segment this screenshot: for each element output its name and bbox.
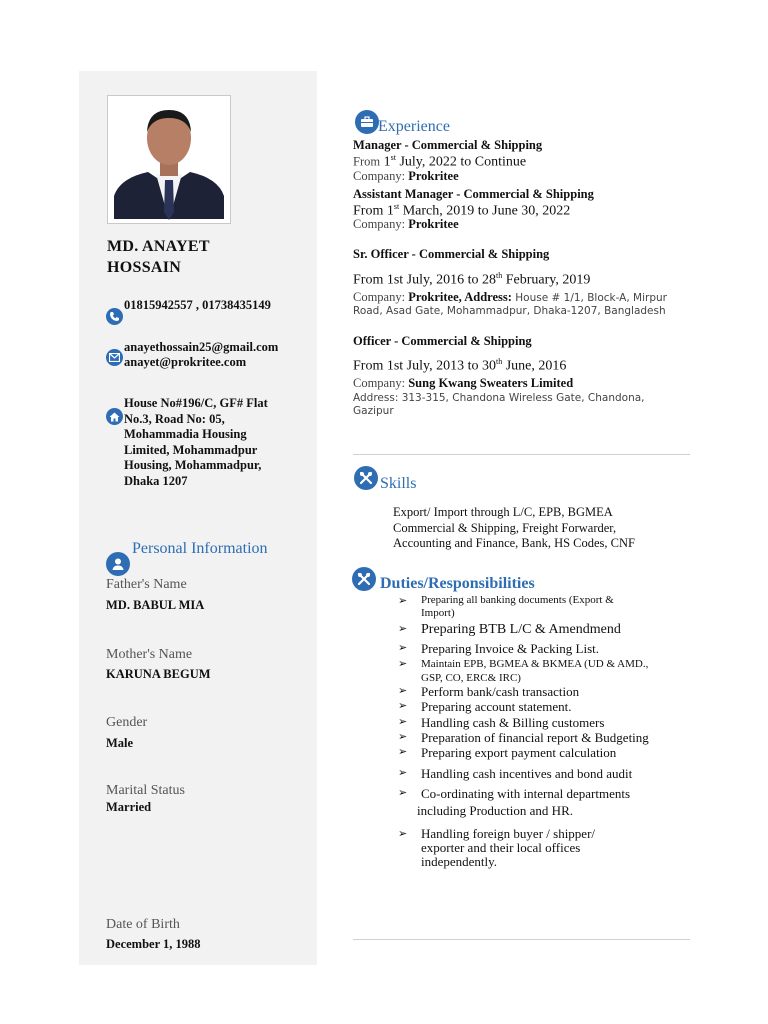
briefcase-icon	[355, 110, 379, 134]
arrow-bullet-icon: ➢	[398, 700, 408, 712]
address-line: Limited, Mohammadpur	[124, 442, 258, 457]
job-company: Company: Prokritee	[353, 169, 459, 183]
dob-value: December 1, 1988	[106, 937, 201, 951]
gender-value: Male	[106, 736, 134, 750]
skills-list	[393, 505, 635, 552]
section-divider	[353, 939, 690, 940]
skill-line: Accounting and Finance, Bank, HS Codes, CNF	[393, 536, 635, 550]
phone-icon	[106, 308, 123, 325]
job-dates: From 1st July, 2013 to 30th June, 2016	[353, 357, 567, 374]
arrow-bullet-icon: ➢	[398, 623, 408, 635]
arrow-bullet-icon: ➢	[398, 685, 408, 697]
address-line: Dhaka 1207	[124, 473, 188, 488]
mothers-name-value: KARUNA BEGUM	[106, 667, 211, 681]
job-dates: From 1st March, 2019 to June 30, 2022	[353, 202, 571, 219]
arrow-bullet-icon: ➢	[398, 787, 408, 799]
duties-heading: Duties/Responsibilities	[380, 575, 535, 592]
job-title: Assistant Manager - Commercial & Shipping	[353, 187, 594, 201]
tools-icon	[354, 466, 378, 490]
job-company: Company: Prokritee	[353, 217, 459, 231]
marital-status-value: Married	[106, 800, 152, 814]
arrow-bullet-icon: ➢	[398, 731, 408, 743]
skill-line: Export/ Import through L/C, EPB, BGMEA	[393, 505, 613, 519]
job-company: Company: Prokritee, Address: House # 1/1, Block-A, Mirpur	[353, 290, 667, 304]
fathers-name-value: MD. BABUL MIA	[106, 598, 205, 612]
home-icon	[106, 408, 123, 425]
address-line: No.3, Road No: 05,	[124, 411, 225, 426]
job-address: Road, Asad Gate, Mohammadpur, Dhaka-1207, Bangladesh	[353, 305, 666, 317]
person-icon	[106, 552, 130, 576]
tools-icon	[352, 567, 376, 591]
gender-label: Gender	[106, 715, 148, 730]
job-title: Officer - Commercial & Shipping	[353, 334, 532, 348]
section-divider	[353, 454, 690, 455]
marital-status-label: Marital Status	[106, 783, 185, 798]
arrow-bullet-icon: ➢	[398, 716, 408, 728]
personal-info-heading: Personal Information	[132, 540, 268, 557]
email-icon	[106, 349, 123, 366]
name-line-1: MD. ANAYET	[107, 238, 210, 255]
name-line-2: HOSSAIN	[107, 259, 182, 276]
fathers-name-label: Father's Name	[106, 577, 187, 592]
arrow-bullet-icon: ➢	[398, 828, 408, 840]
address-line: Housing, Mohammadpur,	[124, 458, 262, 472]
address-line: Mohammadia Housing	[124, 427, 247, 441]
dob-label: Date of Birth	[106, 917, 180, 932]
skills-heading: Skills	[380, 475, 417, 492]
job-dates: From 1st July, 2016 to 28th February, 2019	[353, 271, 591, 288]
duty-item-continuation: including Production and HR.	[417, 803, 573, 818]
address-line: House No#196/C, GF# Flat	[124, 396, 268, 410]
arrow-bullet-icon: ➢	[398, 595, 408, 607]
phone-numbers[interactable]: 01815942557 , 01738435149	[124, 298, 271, 312]
job-address: Address: 313-315, Chandona Wireless Gate, Chandona,	[353, 392, 645, 404]
job-company: Company: Sung Kwang Sweaters Limited	[353, 376, 574, 390]
email-primary[interactable]: anayethossain25@gmail.com	[124, 340, 279, 354]
skill-line: Commercial & Shipping, Freight Forwarder,	[393, 520, 617, 535]
arrow-bullet-icon: ➢	[398, 746, 408, 758]
job-address: Gazipur	[353, 405, 394, 417]
job-title: Manager - Commercial & Shipping	[353, 138, 543, 152]
job-dates: From 1st July, 2022 to Continue	[353, 153, 527, 170]
arrow-bullet-icon: ➢	[398, 658, 408, 670]
arrow-bullet-icon: ➢	[398, 767, 408, 779]
experience-heading: Experience	[378, 118, 450, 135]
email-secondary[interactable]: anayet@prokritee.com	[124, 355, 247, 369]
mothers-name-label: Mother's Name	[106, 647, 193, 662]
arrow-bullet-icon: ➢	[398, 642, 408, 654]
job-title: Sr. Officer - Commercial & Shipping	[353, 247, 550, 261]
profile-photo	[107, 95, 231, 224]
address-block	[124, 396, 268, 489]
